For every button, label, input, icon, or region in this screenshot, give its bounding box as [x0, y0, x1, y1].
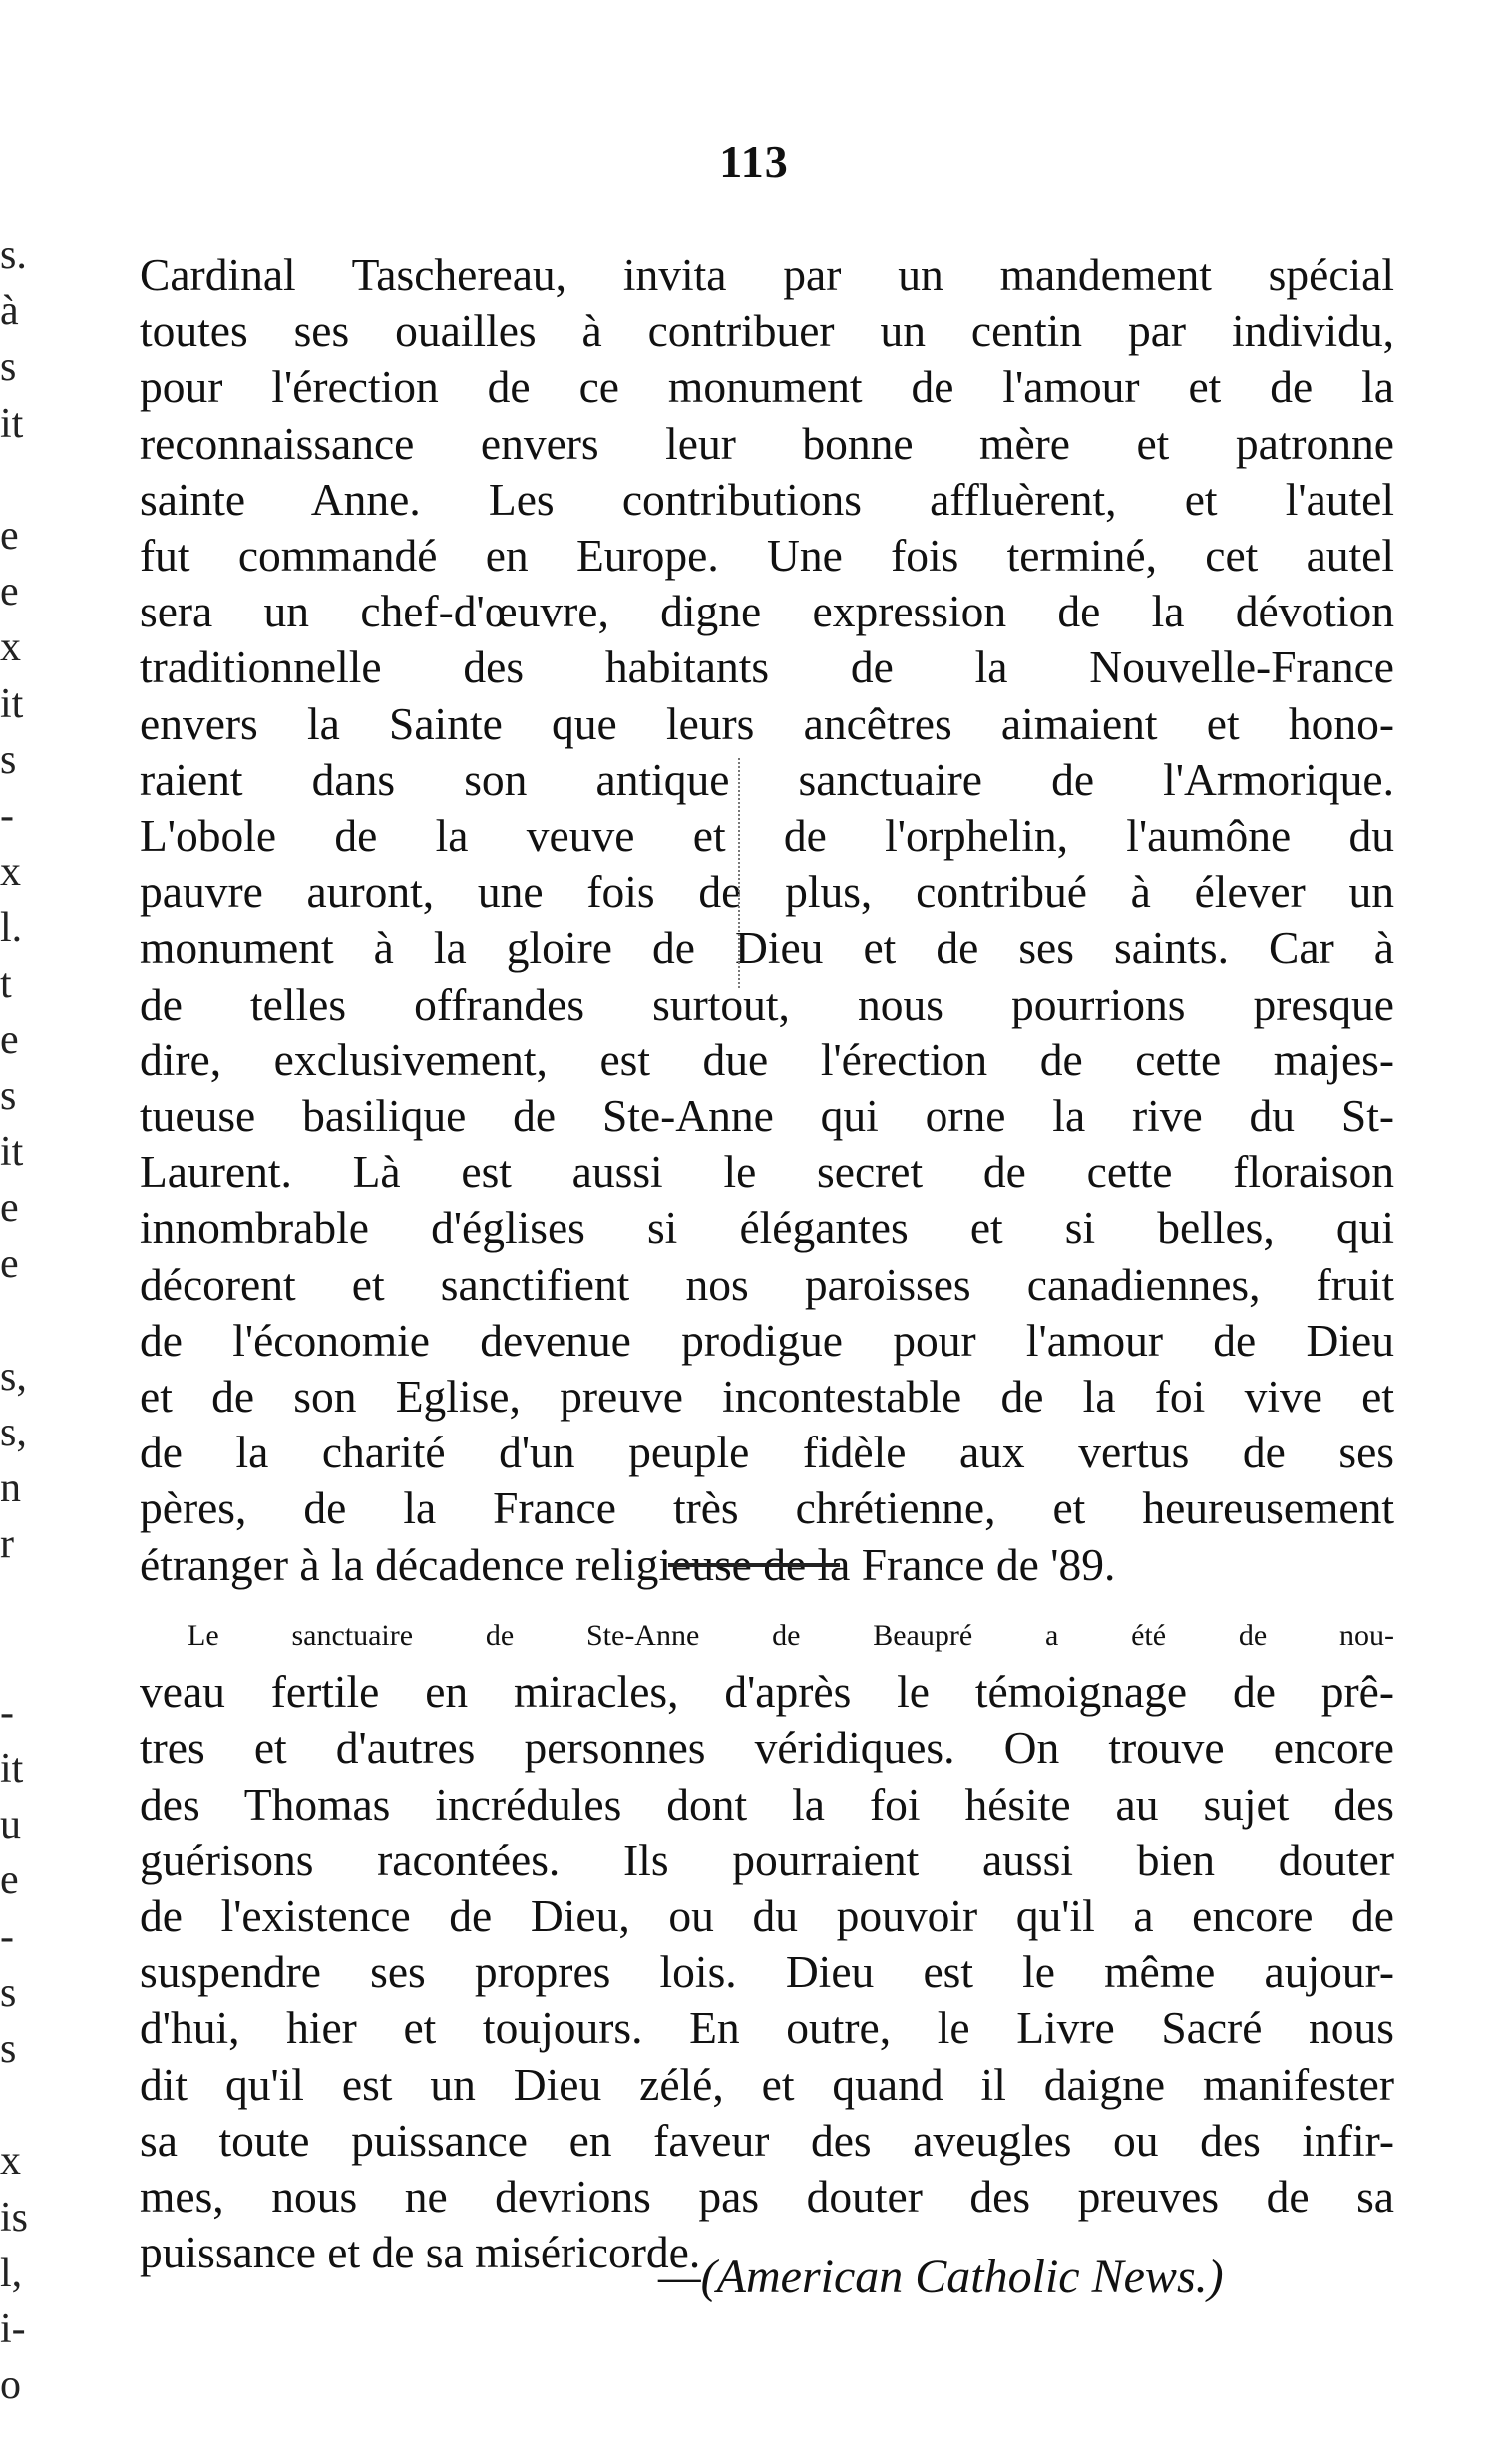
margin-fragment: it — [0, 400, 24, 447]
margin-fragment: l, — [0, 2250, 23, 2296]
margin-fragment: n — [0, 1465, 21, 1512]
margin-fragment: s, — [0, 1409, 27, 1455]
text-line: d'hui, hier et toujours. En outre, le Livre Sacré nous — [140, 2002, 1394, 2054]
text-line: innombrable d'églises si élégantes et si belles, qui — [140, 1202, 1394, 1254]
margin-fragment — [0, 2077, 40, 2133]
margin-fragment: s — [0, 344, 17, 391]
text-line: dire, exclusivement, est due l'érection de cette majes- — [140, 1033, 1394, 1085]
text-line: envers la Sainte que leurs ancêtres aimaient et hono- — [140, 697, 1394, 749]
text-line: monument à la gloire de Dieu et de ses saints. Car à — [140, 922, 1394, 974]
margin-fragment: o — [0, 2362, 21, 2409]
text-line: tueuse basilique de Ste-Anne qui orne la rive du St- — [140, 1090, 1394, 1142]
margin-fragment — [0, 452, 40, 508]
margin-fragment: i- — [0, 2305, 26, 2352]
margin-fragment: e — [0, 1241, 19, 1288]
margin-fragment: e — [0, 512, 19, 559]
text-line: Cardinal Taschereau, invita par un mandement spécial — [140, 249, 1394, 300]
margin-fragment: s, — [0, 1353, 27, 1400]
margin-fragment: s — [0, 736, 17, 783]
margin-fragment: is — [0, 2194, 29, 2241]
margin-fragment: l. — [0, 905, 23, 952]
text-line: fut commandé en Europe. Une fois terminé, cet autel — [140, 530, 1394, 582]
margin-fragment: à — [0, 288, 19, 335]
margin-fragment: x — [0, 624, 21, 671]
margin-fragment — [0, 1293, 40, 1349]
adjacent-page-margin — [0, 227, 40, 2413]
text-line: et de son Eglise, preuve incontestable de la foi vive et — [140, 1371, 1394, 1423]
text-line: de l'existence de Dieu, ou du pouvoir qu'il a encore de — [140, 1890, 1394, 1942]
text-line: décorent et sanctifient nos paroisses canadiennes, fruit — [140, 1258, 1394, 1310]
margin-fragment: u — [0, 1802, 21, 1848]
margin-fragment: - — [0, 1913, 14, 1960]
text-line: dit qu'il est un Dieu zélé, et quand il daigne manifester — [140, 2058, 1394, 2110]
text-line: traditionnelle des habitants de la Nouvelle-France — [140, 641, 1394, 693]
paragraph-2 — [140, 1608, 1394, 2280]
margin-fragment: - — [0, 1689, 14, 1736]
margin-fragment: s — [0, 1072, 17, 1119]
text-line: sera un chef-d'œuvre, digne expression de la dévotion — [140, 586, 1394, 637]
margin-fragment — [0, 1629, 40, 1685]
text-line: L'obole de la veuve et de l'orphelin, l'aumône du — [140, 810, 1394, 862]
margin-fragment: it — [0, 1746, 24, 1793]
text-line: suspendre ses propres lois. Dieu est le même aujour- — [140, 1946, 1394, 1998]
text-line: puissance et de sa miséricorde. — [140, 2227, 701, 2278]
margin-fragment: e — [0, 1857, 19, 1904]
margin-fragment: t — [0, 961, 12, 1008]
text-line: de la charité d'un peuple fidèle aux vertus de ses — [140, 1427, 1394, 1478]
text-line: étranger à la décadence religieuse de la France de '89. — [140, 1538, 1116, 1590]
margin-fragment: it — [0, 1129, 24, 1175]
page-number: 113 — [719, 136, 789, 187]
text-line: pères, de la France très chrétienne, et heureusement — [140, 1482, 1394, 1534]
text-line: Laurent. Là est aussi le secret de cette floraison — [140, 1146, 1394, 1198]
margin-fragment: s — [0, 1969, 17, 2016]
margin-fragment: r — [0, 1521, 14, 1568]
text-line: veau fertile en miracles, d'après le témoignage de prê- — [140, 1666, 1394, 1718]
margin-fragment: x — [0, 849, 21, 896]
text-line: Le sanctuaire de Ste-Anne de Beaupré a été de nou- — [188, 1619, 1394, 1652]
gutter-dotted-mark — [738, 758, 740, 988]
text-line: des Thomas incrédules dont la foi hésite au sujet des — [140, 1778, 1394, 1830]
margin-fragment: s. — [0, 232, 27, 278]
text-line: de telles offrandes surtout, nous pourrions presque — [140, 978, 1394, 1029]
text-line: pour l'érection de ce monument de l'amour et de la — [140, 361, 1394, 413]
source-attribution: —(American Catholic News.) — [658, 2251, 1224, 2303]
section-separator-rule — [668, 1563, 840, 1567]
text-line: de l'économie devenue prodigue pour l'amour de Dieu — [140, 1314, 1394, 1366]
margin-fragment: e — [0, 1017, 19, 1063]
text-line: pauvre auront, une fois de plus, contribué à élever un — [140, 866, 1394, 918]
margin-fragment — [0, 1573, 40, 1629]
margin-fragment: - — [0, 792, 14, 839]
paragraph-1 — [140, 247, 1394, 1593]
margin-fragment: it — [0, 680, 24, 727]
text-line: raient dans son antique sanctuaire de l'Armorique. — [140, 753, 1394, 805]
margin-fragment: s — [0, 2026, 17, 2072]
margin-fragment: x — [0, 2138, 21, 2185]
text-line: sainte Anne. Les contributions affluèrent, et l'autel — [140, 473, 1394, 525]
text-line: sa toute puissance en faveur des aveugles ou des infir- — [140, 2114, 1394, 2166]
text-line: toutes ses ouailles à contribuer un centin par individu, — [140, 305, 1394, 357]
margin-fragment: e — [0, 1185, 19, 1232]
text-line: mes, nous ne devrions pas douter des preuves de sa — [140, 2171, 1394, 2223]
text-line: reconnaissance envers leur bonne mère et patronne — [140, 417, 1394, 469]
margin-fragment: e — [0, 569, 19, 616]
text-line: guérisons racontées. Ils pourraient aussi bien douter — [140, 1834, 1394, 1885]
text-line: tres et d'autres personnes véridiques. On trouve encore — [140, 1722, 1394, 1774]
